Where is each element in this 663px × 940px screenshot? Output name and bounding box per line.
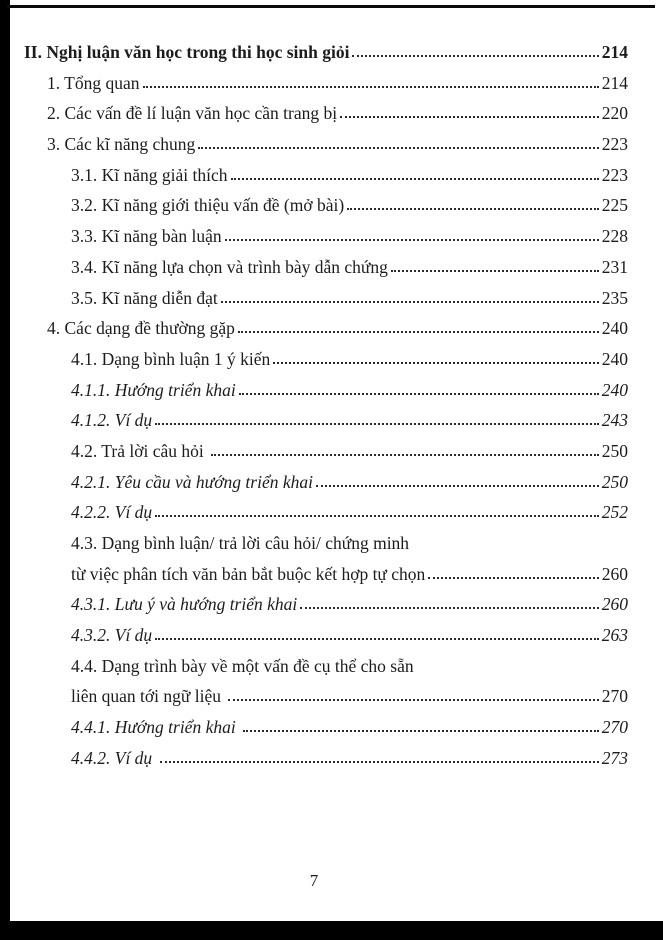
toc-page-number: 223 [601,164,628,185]
toc-entry-label: 3.4. Kĩ năng lựa chọn và trình bày dẫn chứng [71,256,388,277]
toc-entry [24,252,628,283]
toc-entry [24,221,628,252]
toc-entry [24,589,628,620]
toc-entry [24,344,628,375]
toc-entry-label: II. Nghị luận văn học trong thi học sinh giỏi [24,42,350,62]
toc-entry-label: 4.4.2. Ví dụ [71,747,157,768]
toc-entry-label: 4.4.1. Hướng triển khai [71,717,241,738]
toc-entry [24,37,628,68]
toc-leader-dots [300,607,598,609]
toc-page-number: 250 [601,471,628,492]
toc-entry-label: 4.4. Dạng trình bày về một vấn đề cụ thể cho sẵn [71,655,414,676]
scan-edge-top [7,5,655,8]
toc-entry-label: 3.3. Kĩ năng bàn luận [71,226,222,247]
toc-entry [24,620,628,651]
toc-page-number: 231 [601,256,628,277]
toc-entry-label: 2. Các vấn đề lí luận văn học cần trang bị [47,103,338,124]
toc-entry [24,497,628,528]
toc-page-number: 260 [601,594,628,615]
toc-leader-dots [155,423,599,425]
toc-entry-label: 3.2. Kĩ năng giới thiệu vấn đề (mở bài) [71,195,345,216]
toc-leader-dots [239,393,599,395]
toc-page-number: 225 [601,195,628,216]
toc-entry-label: 3.5. Kĩ năng diễn đạt [71,287,218,308]
toc-leader-dots [428,577,598,579]
toc-page-number: 235 [601,287,628,308]
toc-page-number: 240 [601,348,628,369]
toc-page-number: 223 [601,134,628,155]
toc-page-number: 220 [601,103,628,124]
toc-entry [24,98,628,129]
toc-page-number: 270 [601,686,628,707]
toc-entry [24,190,628,221]
toc-page-number: 260 [601,563,628,584]
toc-entry [24,313,628,344]
toc-leader-dots [221,301,599,303]
toc-leader-dots [273,362,598,364]
toc-leader-dots [198,147,599,149]
toc-entry-label: 4.3.2. Ví dụ [71,625,153,646]
toc-leader-dots [347,208,599,210]
toc-entry [24,467,628,498]
toc-entry-label: 4.1.2. Ví dụ [71,410,153,431]
toc-entry-label: 4.1.1. Hướng triển khai [71,379,236,400]
toc-entry [24,375,628,406]
toc-entry-label: liên quan tới ngữ liệu [71,686,226,707]
toc-leader-dots [211,454,599,456]
toc-entry-label: 4.3. Dạng bình luận/ trả lời câu hỏi/ chứng minh [71,533,410,553]
scan-edge-bottom [0,921,663,940]
toc-leader-dots [225,239,599,241]
toc-entry-label: 3. Các kĩ năng chung [47,134,196,155]
toc-entry-label: 4.2. Trả lời câu hỏi [71,440,209,461]
toc-leader-dots [340,116,599,118]
toc-entry-label: 1. Tổng quan [47,72,140,93]
toc-leader-dots [391,270,599,272]
toc-page-number: 228 [601,226,628,247]
toc-entry [24,283,628,314]
toc-page-number: 270 [601,717,628,738]
toc-entry [24,559,628,590]
toc-entry-label: 3.1. Kĩ năng giải thích [71,164,228,185]
toc-entry-label: 4.2.2. Ví dụ [71,502,153,523]
toc-entry [24,129,628,160]
scan-edge-left [0,0,10,940]
toc-page-number: 263 [601,625,628,646]
toc-leader-dots [243,730,599,732]
toc-entry [24,743,628,774]
toc-entry-label: 4.3.1. Lưu ý và hướng triển khai [71,594,298,615]
toc-entry [24,528,628,559]
toc-entry [24,68,628,99]
toc-entry-label: từ việc phân tích văn bản bắt buộc kết hợp tự chọn [71,563,426,584]
toc-page-number: 273 [601,747,628,768]
toc-entry [24,651,628,682]
toc-page-number: 250 [601,440,628,461]
toc-entry-label: 4.1. Dạng bình luận 1 ý kiến [71,348,271,369]
toc-entry-label: 4. Các dạng đề thường gặp [47,318,235,339]
toc-entry [24,436,628,467]
toc-page-number: 240 [601,379,628,400]
toc-page-number: 243 [601,410,628,431]
toc-entry-label: 4.2.1. Yêu cầu và hướng triển khai [71,471,313,492]
toc-list [24,37,628,774]
toc-leader-dots [228,699,598,701]
toc-leader-dots [155,638,599,640]
toc-entry [24,681,628,712]
toc-page-number: 240 [601,318,628,339]
toc-page-number: 214 [601,72,628,93]
toc-page-number: 214 [601,42,628,62]
toc-leader-dots [155,515,599,517]
toc-leader-dots [160,761,599,763]
toc-leader-dots [352,55,598,57]
toc-entry [24,160,628,191]
toc-entry [24,405,628,436]
toc-leader-dots [238,331,599,333]
toc-page-number: 252 [601,502,628,523]
footer-page-number: 7 [309,871,319,890]
toc-leader-dots [143,86,599,88]
toc-entry [24,712,628,743]
toc-leader-dots [231,178,599,180]
toc-leader-dots [316,485,599,487]
